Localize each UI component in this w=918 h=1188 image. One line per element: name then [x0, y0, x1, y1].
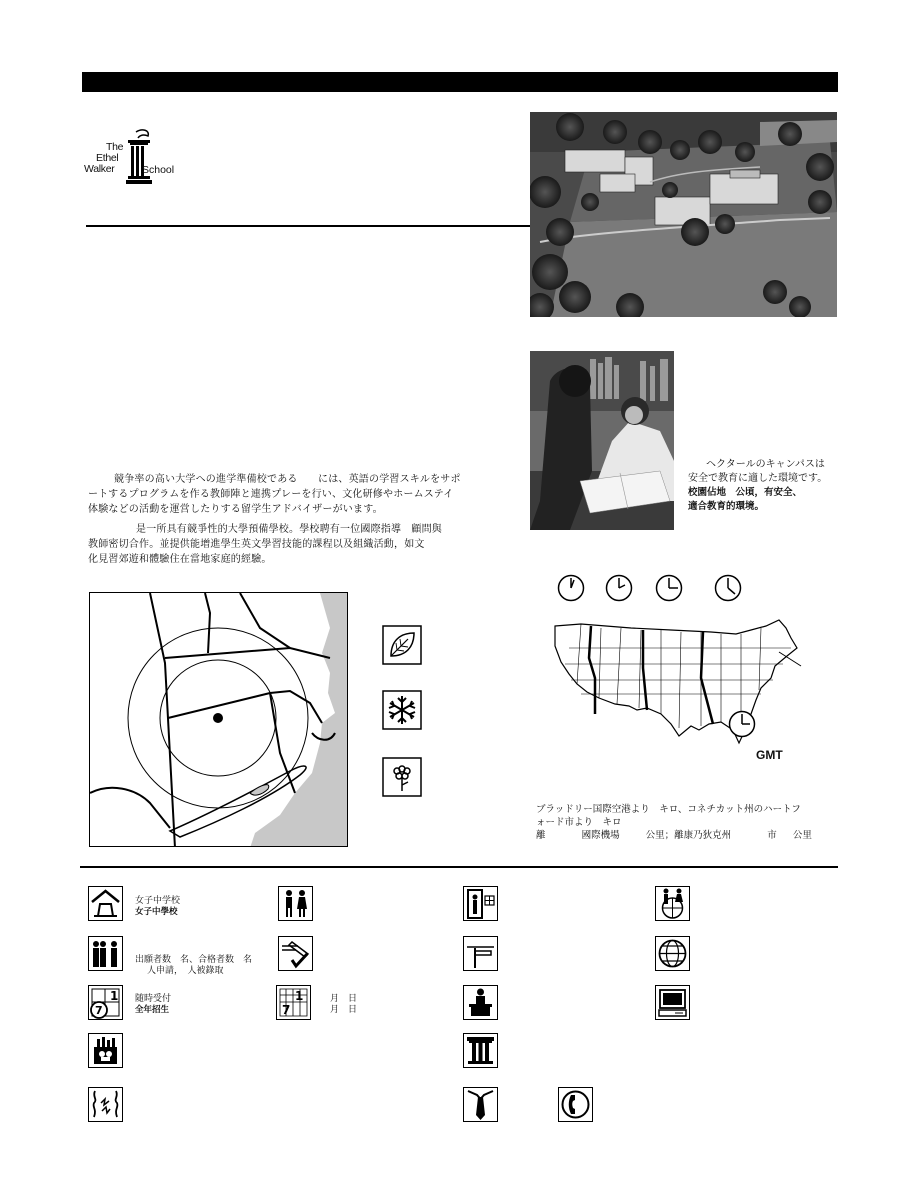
calendar-dates-icon	[276, 985, 311, 1020]
computer-icon	[655, 985, 690, 1020]
description-jp	[88, 472, 506, 517]
campus-aerial-photo	[530, 112, 837, 317]
header-bar	[82, 72, 838, 92]
caption-jp-line2: 安全で教育に適した環境です。	[688, 473, 828, 484]
uniform-tie-icon	[463, 1087, 498, 1122]
clock-icon	[714, 574, 742, 602]
location-map	[89, 592, 348, 847]
globe-icon	[655, 936, 690, 971]
divider-line	[86, 225, 532, 227]
girls-school-jp: 女子中学校	[135, 896, 181, 906]
city-library-icon	[88, 1033, 123, 1068]
distance-zh-line: 離 國際機場 公里；離康乃狄克州 市 公里	[536, 830, 812, 841]
distance-jp-line2: ォード市より キロ	[536, 817, 622, 828]
rolling-label	[135, 994, 171, 1016]
logo-line-the: The	[106, 141, 124, 153]
svg-text:7: 7	[95, 1004, 103, 1017]
clock-icon	[655, 574, 683, 602]
desc-zh-line2: 教師密切合作。並提供能增進學生英文學習技能的課程以及組織活動，如文	[88, 539, 425, 550]
test-check-icon	[278, 936, 313, 971]
section-divider	[80, 866, 838, 868]
gmt-label: GMT	[756, 748, 783, 762]
regional-map	[90, 593, 348, 847]
applicants-icon	[88, 936, 123, 971]
writing-icon	[463, 936, 498, 971]
school-location-dot	[213, 713, 223, 723]
column-icon	[463, 1033, 498, 1068]
desc-zh-line1: 是一所具有競爭性的大學預備學校。學校聘有一位國際指導 顧問與	[136, 524, 442, 535]
snowflake-icon	[382, 690, 422, 730]
distance-info	[536, 803, 836, 842]
dormitory-room-icon	[463, 886, 498, 921]
dates-label	[330, 994, 357, 1016]
school-building-icon	[88, 886, 123, 921]
boy-girl-icon	[278, 886, 313, 921]
distance-jp-line1: ブラッドリー国際空港より キロ、コネチカット州のハートフ	[536, 804, 801, 815]
caption-zh-line2: 適合教育的環境。	[688, 501, 765, 512]
telephone-icon	[558, 1087, 593, 1122]
school-logo	[84, 128, 184, 188]
clock-icon	[605, 574, 633, 602]
teacher-desk-icon	[463, 985, 498, 1020]
desc-zh-line3: 化見習郊遊和體驗住在當地家庭的經驗。	[88, 554, 272, 565]
leaf-icon	[382, 625, 422, 665]
month-day-2: 月 日	[330, 1005, 358, 1015]
international-students-icon	[655, 886, 690, 921]
rolling-jp: 随時受付	[135, 994, 172, 1004]
us-timezone-map	[551, 618, 803, 746]
logo-line-school: School	[142, 164, 175, 176]
gmt-clock-icon	[728, 710, 756, 738]
clock-icon	[557, 574, 585, 602]
girls-school-zh: 女子中學校	[135, 907, 178, 917]
applicants-label	[135, 955, 252, 977]
girls-school-label	[135, 896, 180, 918]
description-zh	[88, 522, 506, 567]
caption-zh-line1: 校園佔地 公頃，有安全、	[688, 487, 803, 498]
svg-text:1: 1	[295, 989, 304, 1003]
caption-jp-line1: ヘクタールのキャンパスは	[706, 459, 825, 470]
flower-icon	[382, 757, 422, 797]
applicants-jp: 出願者数 名、合格者数 名	[135, 955, 253, 965]
campus-caption	[688, 458, 838, 514]
logo-line-ethel: Ethel	[96, 152, 119, 164]
svg-text:1: 1	[110, 989, 119, 1003]
students-studying-photo	[530, 351, 674, 530]
desc-jp-line3: 体験などの活動を運営したりする留学生アドバイザーがいます。	[88, 504, 383, 515]
rolling-zh: 全年招生	[135, 1005, 170, 1015]
rolling-admission-calendar-icon	[88, 985, 123, 1020]
conversation-icon	[88, 1087, 123, 1122]
desc-jp-line2: ートするプログラムを作る教師陣と連携プレーを行い、文化研修やホームステイ	[88, 489, 454, 500]
desc-jp-line1: 競争率の高い大学への進学準備校である には、英語の学習スキルをサポ	[114, 474, 461, 485]
svg-text:7: 7	[282, 1003, 291, 1017]
month-day-1: 月 日	[330, 994, 358, 1004]
applicants-zh: 人申請， 人被錄取	[147, 966, 224, 976]
logo-line-walker: Walker	[84, 163, 115, 175]
